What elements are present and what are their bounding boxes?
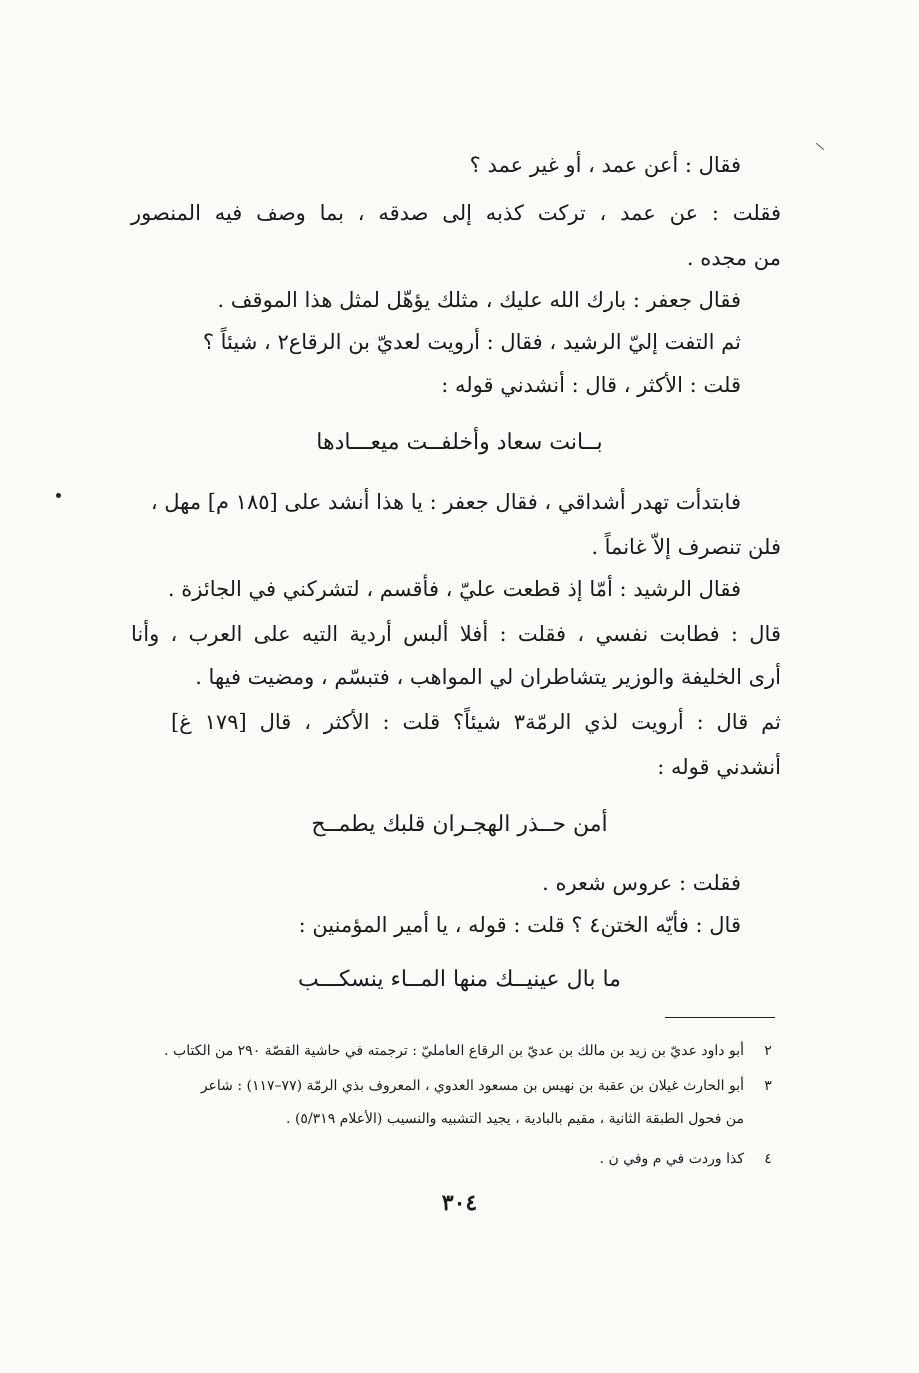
footnote-text: أبو الحارث غيلان بن عقبة بن نهيس بن مسعود العدوي ، المعروف بذي الرمّة (٧٧–١١٧) : شاعر (200, 1078, 744, 1094)
footnote-number: ٤ (764, 1151, 772, 1167)
body-line: ثم التفت إليّ الرشيد ، فقال : أرويت لعديّ بن الرقاع٢ ، شيئاً ؟ (202, 330, 741, 354)
footnote-text: من فحول الطبقة الثانية ، مقيم بالبادية ، يجيد التشبيه والنسيب (الأعلام ٥/٣١٩) . (286, 1111, 744, 1127)
body-line: فقلت : عروس شعره . (542, 871, 741, 895)
verse-line: بــانت سعاد وأخلفــت ميعـــادها (316, 430, 603, 455)
body-line: قال : فأيّه الختن٤ ؟ قلت : قوله ، يا أمير المؤمنين : (298, 913, 741, 937)
verse-line: ما بال عينيــك منها المــاء ينسكـــب (298, 967, 621, 992)
body-line: من مجده . (686, 246, 781, 270)
body-line: فلن تنصرف إلاّ غانماً . (591, 535, 781, 559)
body-line: أنشدني قوله : (657, 755, 781, 779)
body-line: فقال جعفر : بارك الله عليك ، مثلك يؤهّل لمثل هذا الموقف . (217, 288, 741, 312)
body-line: فقال : أعن عمد ، أو غير عمد ؟ (469, 153, 741, 177)
page-number: ٣٠٤ (441, 1190, 478, 1216)
ink-speck (56, 493, 61, 498)
body-line: فقلت : عن عمد ، تركت كذبه إلى صدقه ، بما وصف فيه المنصور (131, 201, 781, 225)
body-line: فقال الرشيد : أمّا إذ قطعت عليّ ، فأقسم ، لتشركني في الجائزة . (167, 577, 741, 601)
verse-line: أمن حــذر الهجـران قلبك يطمــح (311, 812, 608, 837)
footnote-text: كذا وردت في م وفي ن . (599, 1151, 744, 1167)
ink-mark (816, 143, 824, 150)
footnote-text: أبو داود عديّ بن زيد بن مالك بن عديّ بن الرقاع العامليّ : ترجمته في حاشية القصّة ٢٩٠ من الكتاب . (164, 1043, 744, 1059)
footnote-separator (665, 1017, 775, 1018)
footnote-number: ٢ (764, 1043, 772, 1059)
footnote-number: ٣ (764, 1078, 772, 1094)
body-line: فابتدأت تهدر أشداقي ، فقال جعفر : يا هذا أنشد على [١٨٥ م] مهل ، (150, 490, 741, 514)
body-line: قلت : الأكثر ، قال : أنشدني قوله : (441, 373, 741, 397)
body-line: ثم قال : أرويت لذي الرمّة٣ شيئاً؟ قلت : الأكثر ، قال [١٧٩ غ] (171, 710, 781, 734)
body-line: أرى الخليفة والوزير يتشاطران لي المواهب ، فتبسّم ، ومضيت فيها . (195, 665, 781, 689)
body-line: قال : فطابت نفسي ، فقلت : أفلا ألبس أردية التيه على العرب ، وأنا (131, 622, 781, 646)
